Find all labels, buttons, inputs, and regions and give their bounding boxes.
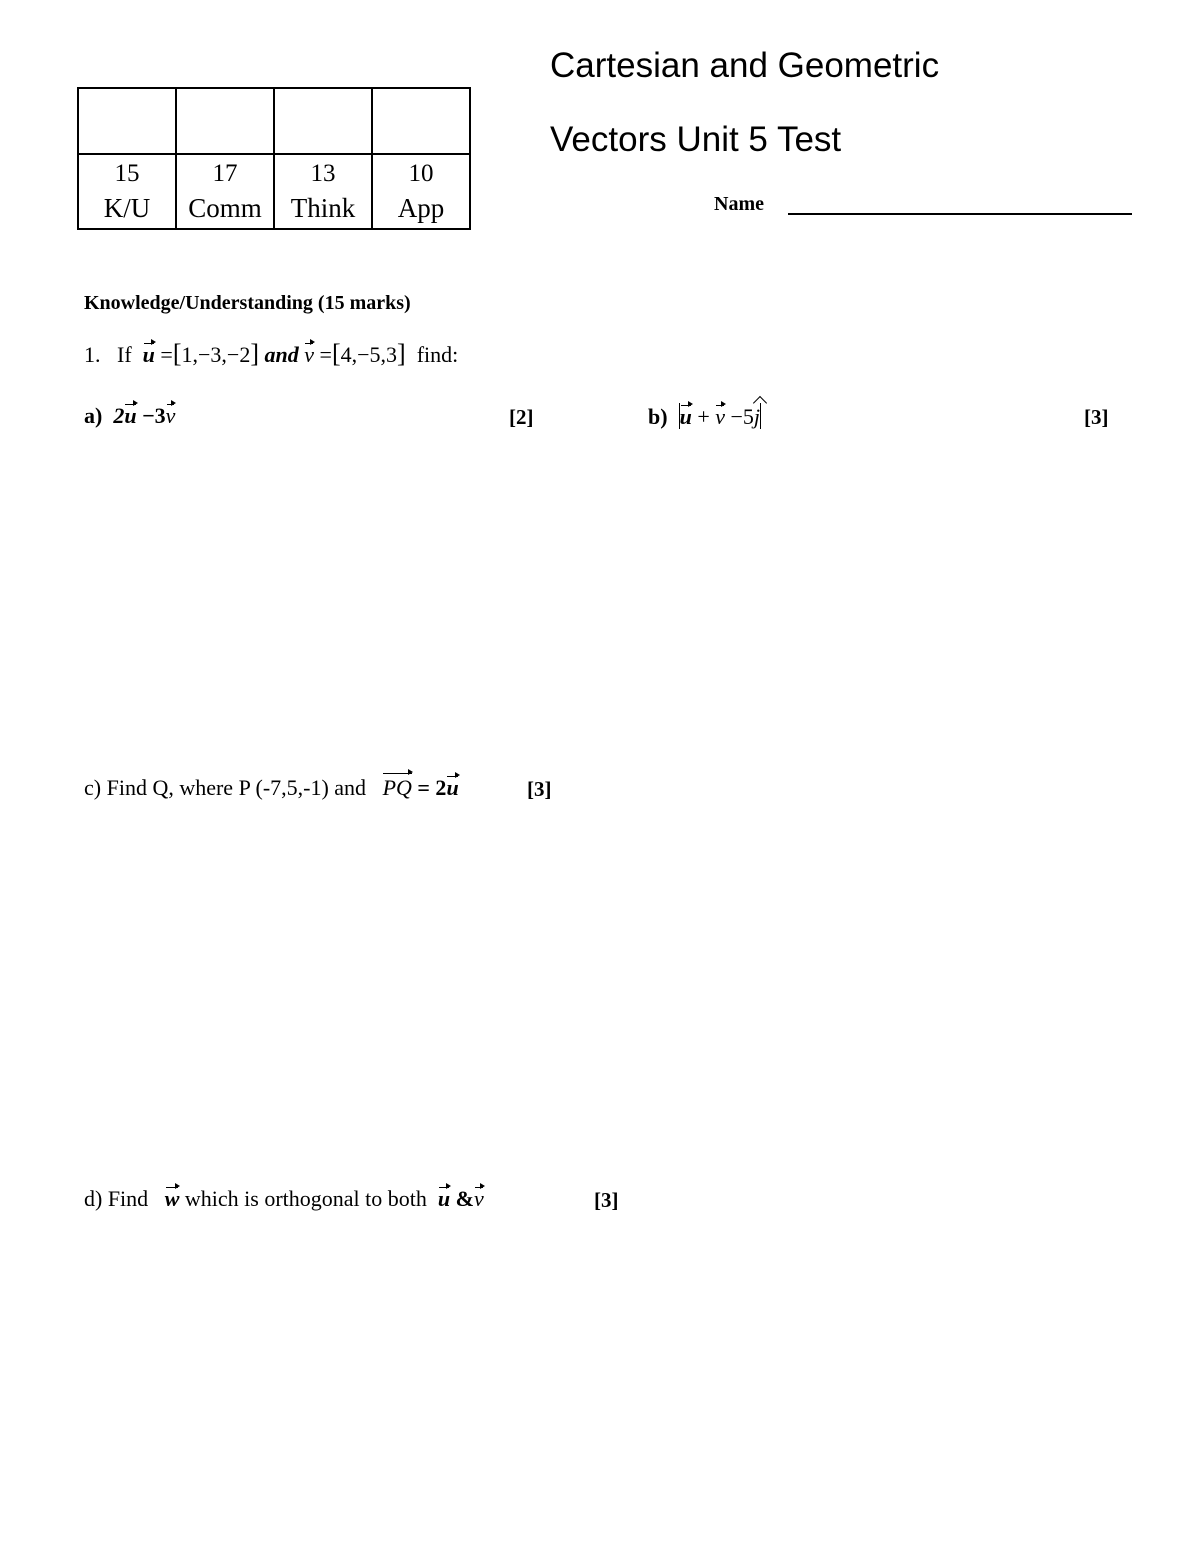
marks-category-comm bbox=[176, 154, 274, 229]
part-c-label: c) Find Q, where P (-7,5,-1) and bbox=[84, 775, 367, 800]
part-d-text: which is orthogonal to both bbox=[184, 1186, 427, 1211]
question-suffix: find: bbox=[416, 342, 459, 367]
marks-table bbox=[77, 87, 471, 230]
marks-cell-comm bbox=[176, 88, 274, 154]
part-b bbox=[648, 403, 761, 430]
marks-score: 17 bbox=[212, 159, 238, 187]
part-a-operator: −3 bbox=[142, 403, 166, 428]
vector-u: u bbox=[142, 342, 155, 367]
part-b-minus: −5 bbox=[730, 404, 754, 429]
part-d-marks: [3] bbox=[594, 1188, 619, 1212]
part-d-label: d) Find bbox=[84, 1186, 149, 1211]
vector-v: v bbox=[715, 404, 725, 429]
question-1-stem: 1. If u =[1,−3,−2] and v =[4,−5,3] find: bbox=[84, 339, 459, 368]
marks-label: Comm bbox=[188, 192, 262, 223]
marks-category-think bbox=[274, 154, 372, 229]
vector-u: u bbox=[446, 775, 459, 800]
part-a-label: a) bbox=[84, 403, 103, 428]
part-d bbox=[84, 1186, 484, 1212]
marks-score: 10 bbox=[408, 159, 434, 187]
marks-label: Think bbox=[290, 192, 356, 223]
marks-cell-ku bbox=[78, 88, 176, 154]
page-title-line1: Cartesian and Geometric bbox=[550, 46, 940, 85]
unit-vector-j: j bbox=[753, 404, 761, 429]
part-a-marks: [2] bbox=[509, 405, 534, 429]
marks-category-row bbox=[78, 154, 470, 229]
vector-pq: PQ bbox=[382, 775, 412, 800]
marks-label: App bbox=[397, 192, 445, 223]
marks-score: 15 bbox=[114, 159, 140, 187]
name-label: Name bbox=[714, 193, 764, 215]
part-c-marks: [3] bbox=[527, 777, 552, 801]
part-c-equals: = 2 bbox=[417, 775, 447, 800]
vector-v: v bbox=[165, 403, 176, 428]
vector-u: u bbox=[679, 404, 692, 429]
marks-category-app bbox=[372, 154, 470, 229]
part-b-plus: + bbox=[697, 404, 710, 429]
question-prefix: If bbox=[117, 342, 132, 367]
name-field-line[interactable] bbox=[788, 213, 1132, 215]
vector-v-value: 4,−5,3 bbox=[340, 342, 398, 367]
vector-u: u bbox=[437, 1186, 451, 1211]
question-number: 1. bbox=[84, 342, 101, 367]
marks-cell-app bbox=[372, 88, 470, 154]
vector-w: w bbox=[164, 1186, 180, 1211]
part-b-marks: [3] bbox=[1084, 405, 1109, 429]
vector-u-value: 1,−3,−2 bbox=[181, 342, 251, 367]
page-title-line2: Vectors Unit 5 Test bbox=[550, 120, 842, 159]
marks-blank-row bbox=[78, 88, 470, 154]
vector-v: v bbox=[304, 342, 315, 367]
vector-v: v bbox=[473, 1186, 484, 1211]
part-a-coef: 2 bbox=[113, 403, 125, 428]
vector-u: u bbox=[124, 403, 137, 428]
marks-cell-think bbox=[274, 88, 372, 154]
conjunction: and bbox=[264, 342, 299, 367]
part-a bbox=[84, 403, 175, 429]
section-heading: Knowledge/Understanding (15 marks) bbox=[84, 292, 411, 314]
marks-score: 13 bbox=[310, 159, 336, 187]
part-c bbox=[84, 775, 459, 801]
marks-label: K/U bbox=[103, 192, 151, 223]
part-d-ampersand: & bbox=[455, 1186, 474, 1211]
part-b-label: b) bbox=[648, 404, 668, 429]
marks-category-ku bbox=[78, 154, 176, 229]
